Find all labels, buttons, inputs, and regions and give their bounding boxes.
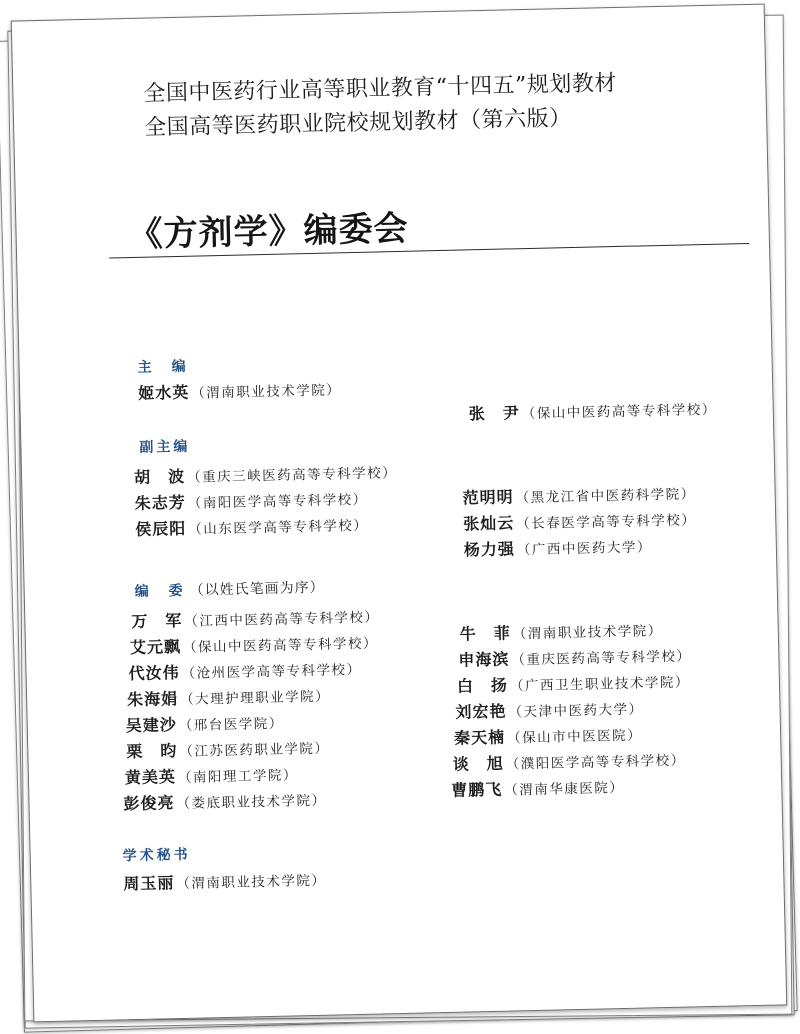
member-affiliation: （保山市中医医院） (506, 727, 643, 747)
member-affiliation: （江西中医药高等专科学校） (184, 609, 380, 630)
member-name: 张灿云 (463, 513, 515, 534)
document-page (11, 4, 788, 1023)
member-name: 黄美英 (124, 767, 177, 788)
member-name: 栗 昀 (126, 741, 178, 762)
board-member-entry (126, 735, 329, 763)
member-name: 代汝伟 (128, 663, 180, 684)
member-affiliation: （邢台医学院） (178, 715, 284, 735)
member-affiliation: （长春医学高等专科学校） (516, 512, 697, 533)
board-member-entry (128, 656, 361, 684)
series-title-line-1: 全国中医药行业高等职业教育“十四五”规划教材 (143, 70, 618, 107)
board-title: 《方剂学》编委会 (128, 208, 410, 256)
member-name: 牛 菲 (459, 623, 511, 644)
series-title-line-2: 全国高等医药职业院校规划教材（第六版） (143, 105, 572, 141)
board-member-entry (130, 630, 378, 659)
member-name: 朱志芳 (134, 492, 186, 513)
member-name: 范明明 (462, 487, 514, 508)
ordering-note: （以姓氏笔画为序） (189, 579, 325, 599)
deputy-editor-heading: 副主编 (139, 438, 191, 456)
board-member-entry (459, 617, 662, 645)
member-affiliation: （保山中医药高等专科学校） (182, 635, 379, 656)
member-affiliation: （大理护理职业学院） (180, 688, 331, 709)
chief-editor-entry (468, 396, 716, 425)
member-affiliation: （沧州医学高等专科学校） (181, 661, 362, 682)
member-affiliation: （广西卫生职业技术学院） (509, 674, 691, 695)
board-member-entry (125, 710, 283, 737)
board-member-entry (455, 696, 643, 723)
member-name: 姬水英 (138, 382, 190, 403)
member-name: 刘宏艳 (455, 701, 507, 722)
member-name: 秦天楠 (453, 727, 506, 748)
member-affiliation: （江苏医药职业学院） (179, 740, 330, 761)
member-affiliation: （南阳医学高等专科学校） (187, 491, 368, 512)
chief-editor-entry (138, 376, 341, 404)
board-member-entry (454, 722, 642, 749)
deputy-editor-entry (463, 506, 696, 534)
member-affiliation: （重庆三峡医药高等专科学校） (186, 465, 398, 486)
member-affiliation: （渭南华康医院） (504, 779, 625, 799)
member-name: 彭俊亮 (123, 793, 175, 814)
member-name: 张 尹 (468, 403, 520, 424)
board-member-entry (125, 761, 298, 788)
member-affiliation: （娄底职业技术学院） (176, 792, 327, 813)
member-affiliation: （渭南职业技术学院） (176, 872, 327, 893)
member-name: 朱海娟 (126, 689, 179, 710)
member-affiliation: （广西中医药大学） (516, 539, 653, 559)
member-name: 杨力强 (463, 539, 516, 560)
deputy-editor-entry (134, 459, 397, 488)
deputy-editor-entry (462, 480, 695, 508)
member-affiliation: （南阳理工学院） (177, 767, 299, 787)
board-member-entry (451, 774, 624, 801)
board-member-entry (457, 668, 690, 696)
member-name: 胡 波 (133, 466, 186, 487)
member-name: 周玉丽 (123, 873, 175, 894)
secretary-heading: 学术秘书 (122, 846, 191, 865)
member-affiliation: （保山中医药高等专科学校） (521, 401, 717, 423)
member-affiliation: （重庆医药高等专科学校） (511, 648, 692, 669)
member-affiliation: （渭南职业技术学院） (191, 382, 342, 402)
member-affiliation: （濮阳医学高等专科学校） (505, 752, 686, 773)
member-affiliation: （渭南职业技术学院） (512, 623, 663, 643)
board-member-entry (452, 747, 685, 775)
member-name: 白 扬 (456, 675, 509, 696)
board-member-entry (123, 787, 326, 815)
member-name: 艾元飘 (129, 636, 182, 658)
member-affiliation: （天津中医药大学） (508, 701, 644, 721)
member-name: 万 军 (131, 610, 183, 632)
board-member-entry (458, 642, 691, 670)
board-member-entry (127, 683, 330, 711)
secretary-entry (123, 867, 326, 895)
deputy-editor-entry (464, 533, 652, 560)
member-affiliation: （黑龙江省中医药科学院） (515, 486, 696, 507)
editorial-board-heading-label: 编 委 (134, 582, 186, 601)
member-name: 申海滨 (458, 649, 510, 670)
member-name: 侯辰阳 (135, 518, 187, 539)
board-member-entry (131, 603, 379, 632)
deputy-editor-entry (135, 512, 368, 540)
editorial-board-heading (134, 577, 324, 601)
member-name: 曹鹏飞 (451, 779, 503, 800)
member-affiliation: （山东医学高等专科学校） (188, 517, 369, 538)
member-name: 谈 旭 (452, 753, 504, 774)
deputy-editor-entry (134, 486, 367, 514)
member-name: 吴建沙 (125, 715, 177, 736)
chief-editor-heading: 主 编 (137, 358, 189, 376)
